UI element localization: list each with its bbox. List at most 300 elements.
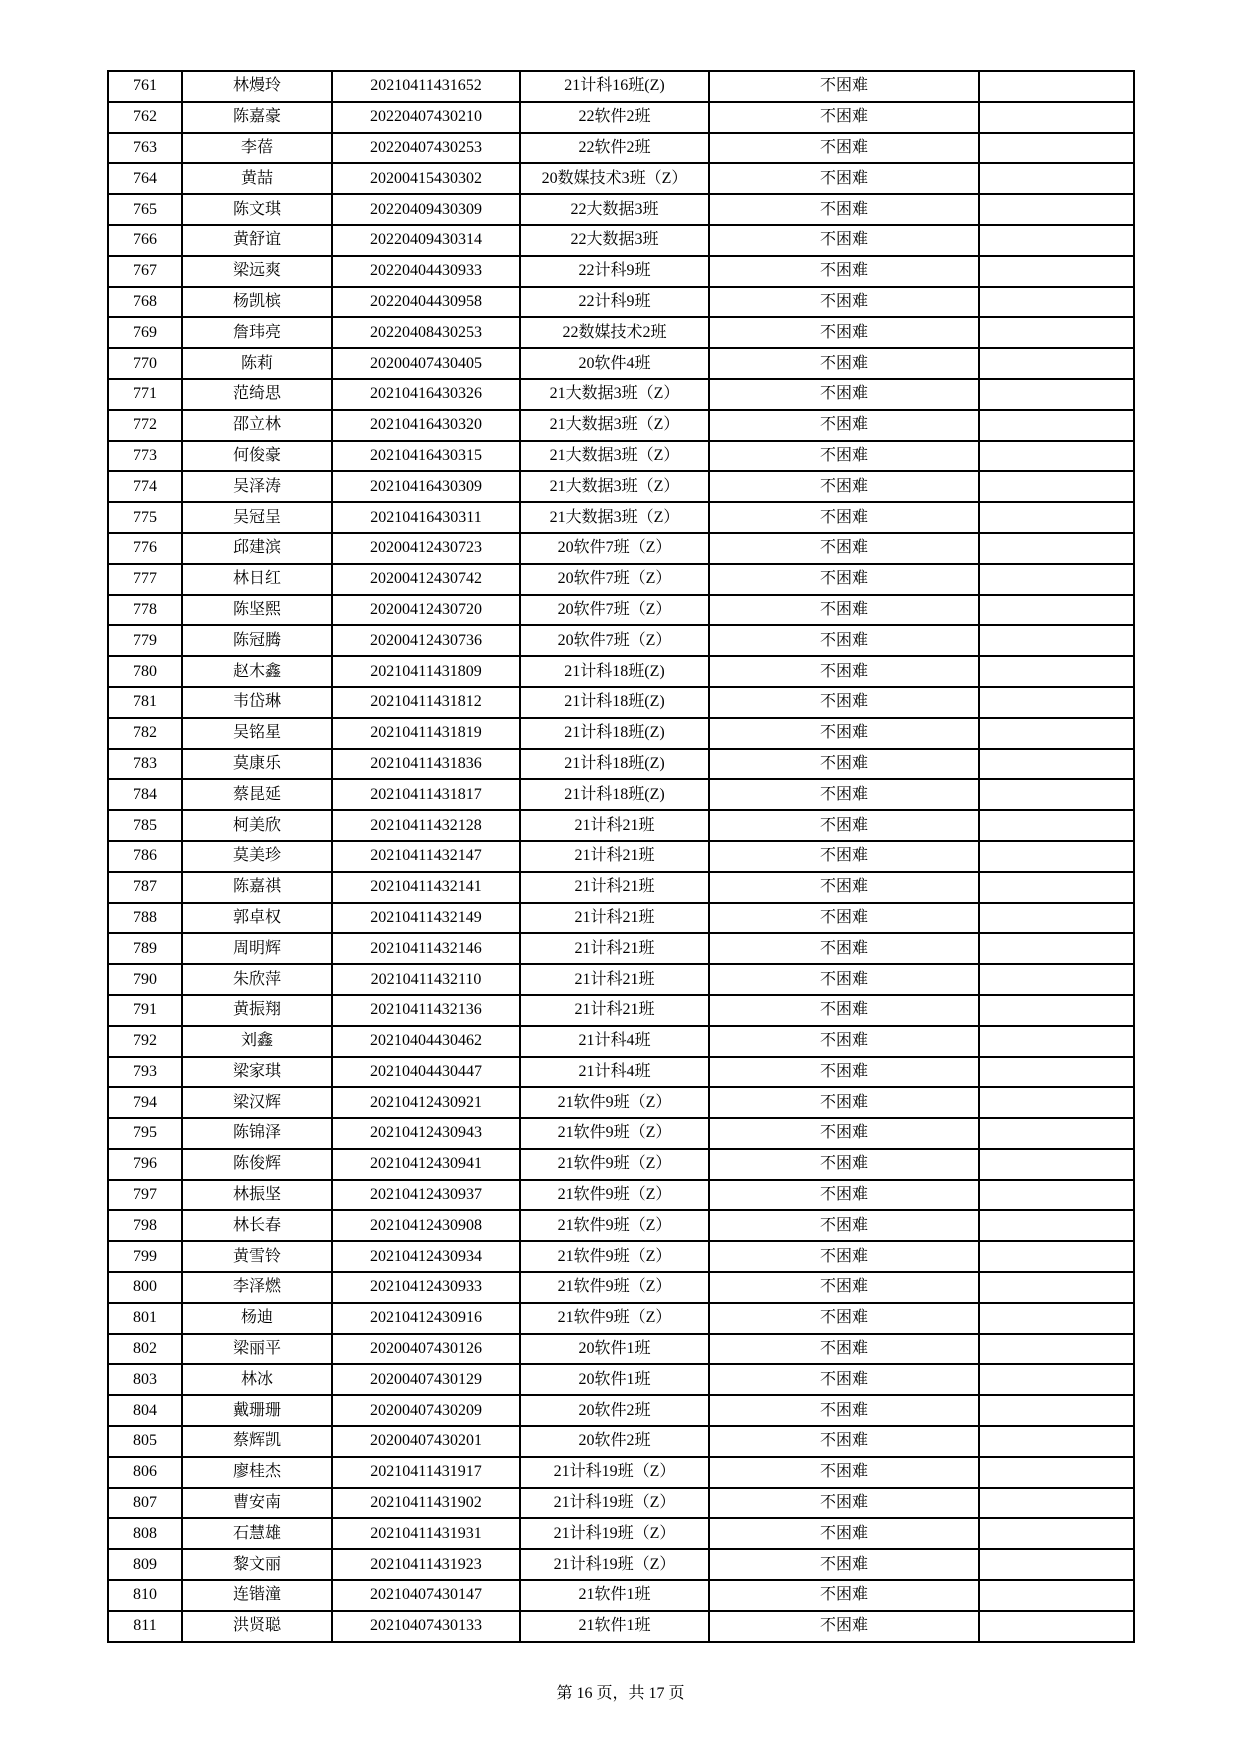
student-name-cell: 何俊豪 <box>182 441 332 472</box>
empty-cell <box>979 1611 1134 1642</box>
class-name-cell: 21软件1班 <box>520 1580 709 1611</box>
row-number-cell: 782 <box>108 718 182 749</box>
empty-cell <box>979 1272 1134 1303</box>
empty-cell <box>979 379 1134 410</box>
student-name-cell: 郭卓权 <box>182 903 332 934</box>
status-cell: 不困难 <box>709 225 979 256</box>
empty-cell <box>979 779 1134 810</box>
table-row <box>108 1580 1134 1611</box>
table-row <box>108 564 1134 595</box>
row-number-cell: 764 <box>108 163 182 194</box>
student-name-cell: 周明辉 <box>182 933 332 964</box>
row-number-cell: 792 <box>108 1026 182 1057</box>
student-id-cell: 20210412430937 <box>332 1180 520 1211</box>
class-name-cell: 21大数据3班（Z） <box>520 441 709 472</box>
status-cell: 不困难 <box>709 1580 979 1611</box>
row-number-cell: 798 <box>108 1210 182 1241</box>
student-name-cell: 林日红 <box>182 564 332 595</box>
class-name-cell: 21计科16班(Z) <box>520 71 709 102</box>
student-id-cell: 20210411431931 <box>332 1518 520 1549</box>
empty-cell <box>979 256 1134 287</box>
student-id-cell: 20210407430133 <box>332 1611 520 1642</box>
status-cell: 不困难 <box>709 441 979 472</box>
row-number-cell: 807 <box>108 1488 182 1519</box>
table-row <box>108 1611 1134 1642</box>
row-number-cell: 777 <box>108 564 182 595</box>
status-cell: 不困难 <box>709 410 979 441</box>
row-number-cell: 796 <box>108 1149 182 1180</box>
student-id-cell: 20210411432149 <box>332 903 520 934</box>
status-cell: 不困难 <box>709 1334 979 1365</box>
student-id-cell: 20210404430447 <box>332 1057 520 1088</box>
table-row <box>108 1426 1134 1457</box>
class-name-cell: 20软件4班 <box>520 348 709 379</box>
class-name-cell: 21软件9班（Z） <box>520 1118 709 1149</box>
student-name-cell: 黄舒谊 <box>182 225 332 256</box>
student-id-cell: 20200412430723 <box>332 533 520 564</box>
row-number-cell: 781 <box>108 687 182 718</box>
class-name-cell: 21计科21班 <box>520 964 709 995</box>
empty-cell <box>979 995 1134 1026</box>
table-row <box>108 1057 1134 1088</box>
class-name-cell: 21大数据3班（Z） <box>520 471 709 502</box>
row-number-cell: 778 <box>108 595 182 626</box>
table-row <box>108 1303 1134 1334</box>
student-name-cell: 莫美珍 <box>182 841 332 872</box>
status-cell: 不困难 <box>709 379 979 410</box>
row-number-cell: 803 <box>108 1364 182 1395</box>
status-cell: 不困难 <box>709 348 979 379</box>
status-cell: 不困难 <box>709 287 979 318</box>
row-number-cell: 805 <box>108 1426 182 1457</box>
table-row <box>108 779 1134 810</box>
empty-cell <box>979 225 1134 256</box>
student-name-cell: 黄雪铃 <box>182 1241 332 1272</box>
student-id-cell: 20200407430126 <box>332 1334 520 1365</box>
table-row <box>108 872 1134 903</box>
table-row <box>108 903 1134 934</box>
status-cell: 不困难 <box>709 1149 979 1180</box>
table-row <box>108 1334 1134 1365</box>
status-cell: 不困难 <box>709 625 979 656</box>
empty-cell <box>979 1518 1134 1549</box>
student-name-cell: 陈莉 <box>182 348 332 379</box>
student-name-cell: 石慧雄 <box>182 1518 332 1549</box>
student-id-cell: 20210416430315 <box>332 441 520 472</box>
student-id-cell: 20210411431902 <box>332 1488 520 1519</box>
empty-cell <box>979 1426 1134 1457</box>
status-cell: 不困难 <box>709 133 979 164</box>
class-name-cell: 21计科4班 <box>520 1057 709 1088</box>
empty-cell <box>979 1241 1134 1272</box>
row-number-cell: 770 <box>108 348 182 379</box>
student-name-cell: 李蓓 <box>182 133 332 164</box>
student-id-cell: 20210416430320 <box>332 410 520 441</box>
student-id-cell: 20210411432141 <box>332 872 520 903</box>
empty-cell <box>979 1457 1134 1488</box>
student-id-cell: 20200415430302 <box>332 163 520 194</box>
class-name-cell: 21计科18班(Z) <box>520 779 709 810</box>
class-name-cell: 22计科9班 <box>520 256 709 287</box>
class-name-cell: 21计科19班（Z） <box>520 1549 709 1580</box>
student-name-cell: 洪贤聪 <box>182 1611 332 1642</box>
student-name-cell: 梁家琪 <box>182 1057 332 1088</box>
student-id-cell: 20210412430933 <box>332 1272 520 1303</box>
student-name-cell: 邵立林 <box>182 410 332 441</box>
status-cell: 不困难 <box>709 317 979 348</box>
empty-cell <box>979 348 1134 379</box>
student-name-cell: 梁远爽 <box>182 256 332 287</box>
status-cell: 不困难 <box>709 718 979 749</box>
class-name-cell: 21软件9班（Z） <box>520 1272 709 1303</box>
student-id-cell: 20220404430958 <box>332 287 520 318</box>
student-name-cell: 蔡昆延 <box>182 779 332 810</box>
class-name-cell: 21软件9班（Z） <box>520 1180 709 1211</box>
table-row <box>108 625 1134 656</box>
student-id-cell: 20210411431819 <box>332 718 520 749</box>
empty-cell <box>979 1395 1134 1426</box>
class-name-cell: 21软件9班（Z） <box>520 1087 709 1118</box>
table-row <box>108 1395 1134 1426</box>
class-name-cell: 21计科19班（Z） <box>520 1457 709 1488</box>
empty-cell <box>979 287 1134 318</box>
student-id-cell: 20220409430309 <box>332 194 520 225</box>
student-id-cell: 20220408430253 <box>332 317 520 348</box>
student-id-cell: 20200412430736 <box>332 625 520 656</box>
class-name-cell: 21软件1班 <box>520 1611 709 1642</box>
student-id-cell: 20210416430311 <box>332 502 520 533</box>
student-name-cell: 黄振翔 <box>182 995 332 1026</box>
class-name-cell: 22计科9班 <box>520 287 709 318</box>
status-cell: 不困难 <box>709 1488 979 1519</box>
row-number-cell: 810 <box>108 1580 182 1611</box>
class-name-cell: 22软件2班 <box>520 133 709 164</box>
status-cell: 不困难 <box>709 471 979 502</box>
empty-cell <box>979 1180 1134 1211</box>
table-row <box>108 687 1134 718</box>
table-row <box>108 1180 1134 1211</box>
table-row <box>108 933 1134 964</box>
status-cell: 不困难 <box>709 71 979 102</box>
table-row <box>108 964 1134 995</box>
empty-cell <box>979 441 1134 472</box>
table-row <box>108 102 1134 133</box>
status-cell: 不困难 <box>709 687 979 718</box>
student-name-cell: 韦岱琳 <box>182 687 332 718</box>
row-number-cell: 775 <box>108 502 182 533</box>
student-name-cell: 陈嘉祺 <box>182 872 332 903</box>
student-name-cell: 杨迪 <box>182 1303 332 1334</box>
empty-cell <box>979 1549 1134 1580</box>
class-name-cell: 21计科21班 <box>520 933 709 964</box>
table-row <box>108 533 1134 564</box>
class-name-cell: 22大数据3班 <box>520 225 709 256</box>
class-name-cell: 20软件7班（Z） <box>520 595 709 626</box>
student-name-cell: 曹安南 <box>182 1488 332 1519</box>
row-number-cell: 788 <box>108 903 182 934</box>
row-number-cell: 784 <box>108 779 182 810</box>
row-number-cell: 804 <box>108 1395 182 1426</box>
student-name-cell: 莫康乐 <box>182 749 332 780</box>
status-cell: 不困难 <box>709 1087 979 1118</box>
class-name-cell: 21计科19班（Z） <box>520 1488 709 1519</box>
row-number-cell: 790 <box>108 964 182 995</box>
table-row <box>108 471 1134 502</box>
row-number-cell: 797 <box>108 1180 182 1211</box>
empty-cell <box>979 625 1134 656</box>
student-id-cell: 20210412430941 <box>332 1149 520 1180</box>
student-id-cell: 20210407430147 <box>332 1580 520 1611</box>
class-name-cell: 21大数据3班（Z） <box>520 502 709 533</box>
status-cell: 不困难 <box>709 1364 979 1395</box>
table-row <box>108 441 1134 472</box>
status-cell: 不困难 <box>709 749 979 780</box>
empty-cell <box>979 533 1134 564</box>
student-id-cell: 20200407430129 <box>332 1364 520 1395</box>
empty-cell <box>979 1057 1134 1088</box>
status-cell: 不困难 <box>709 903 979 934</box>
class-name-cell: 20数媒技术3班（Z） <box>520 163 709 194</box>
class-name-cell: 21计科21班 <box>520 810 709 841</box>
empty-cell <box>979 656 1134 687</box>
status-cell: 不困难 <box>709 841 979 872</box>
status-cell: 不困难 <box>709 533 979 564</box>
class-name-cell: 21大数据3班（Z） <box>520 379 709 410</box>
status-cell: 不困难 <box>709 1057 979 1088</box>
class-name-cell: 21软件9班（Z） <box>520 1149 709 1180</box>
status-cell: 不困难 <box>709 102 979 133</box>
student-name-cell: 刘鑫 <box>182 1026 332 1057</box>
table-row <box>108 1488 1134 1519</box>
row-number-cell: 767 <box>108 256 182 287</box>
status-cell: 不困难 <box>709 1118 979 1149</box>
table-row <box>108 1087 1134 1118</box>
page-footer: 第 16 页，共 17 页 <box>556 1685 685 1702</box>
student-id-cell: 20210411432110 <box>332 964 520 995</box>
status-cell: 不困难 <box>709 656 979 687</box>
row-number-cell: 774 <box>108 471 182 502</box>
row-number-cell: 795 <box>108 1118 182 1149</box>
empty-cell <box>979 102 1134 133</box>
student-name-cell: 吴冠呈 <box>182 502 332 533</box>
table-row <box>108 71 1134 102</box>
table-row <box>108 1149 1134 1180</box>
table-row <box>108 1118 1134 1149</box>
row-number-cell: 783 <box>108 749 182 780</box>
row-number-cell: 793 <box>108 1057 182 1088</box>
table-row <box>108 749 1134 780</box>
student-name-cell: 朱欣萍 <box>182 964 332 995</box>
table-body <box>108 71 1134 1642</box>
table-row <box>108 163 1134 194</box>
table-row <box>108 1210 1134 1241</box>
class-name-cell: 20软件7班（Z） <box>520 533 709 564</box>
empty-cell <box>979 410 1134 441</box>
status-cell: 不困难 <box>709 1303 979 1334</box>
empty-cell <box>979 1364 1134 1395</box>
table-row <box>108 317 1134 348</box>
status-cell: 不困难 <box>709 1611 979 1642</box>
student-name-cell: 林冰 <box>182 1364 332 1395</box>
row-number-cell: 773 <box>108 441 182 472</box>
class-name-cell: 21计科21班 <box>520 841 709 872</box>
class-name-cell: 20软件2班 <box>520 1426 709 1457</box>
class-name-cell: 21计科18班(Z) <box>520 749 709 780</box>
empty-cell <box>979 1580 1134 1611</box>
row-number-cell: 799 <box>108 1241 182 1272</box>
row-number-cell: 801 <box>108 1303 182 1334</box>
class-name-cell: 22数媒技术2班 <box>520 317 709 348</box>
student-id-cell: 20210411431923 <box>332 1549 520 1580</box>
student-id-cell: 20200407430405 <box>332 348 520 379</box>
table-row <box>108 133 1134 164</box>
class-name-cell: 21计科21班 <box>520 903 709 934</box>
student-id-cell: 20210411431809 <box>332 656 520 687</box>
row-number-cell: 786 <box>108 841 182 872</box>
student-name-cell: 杨凯槟 <box>182 287 332 318</box>
row-number-cell: 809 <box>108 1549 182 1580</box>
student-id-cell: 20210411432136 <box>332 995 520 1026</box>
student-name-cell: 连锴潼 <box>182 1580 332 1611</box>
student-id-cell: 20210411431652 <box>332 71 520 102</box>
student-name-cell: 林振坚 <box>182 1180 332 1211</box>
empty-cell <box>979 749 1134 780</box>
student-name-cell: 陈俊辉 <box>182 1149 332 1180</box>
table-row <box>108 348 1134 379</box>
row-number-cell: 806 <box>108 1457 182 1488</box>
status-cell: 不困难 <box>709 502 979 533</box>
table-row <box>108 1364 1134 1395</box>
table-row <box>108 410 1134 441</box>
status-cell: 不困难 <box>709 1241 979 1272</box>
status-cell: 不困难 <box>709 256 979 287</box>
empty-cell <box>979 194 1134 225</box>
student-name-cell: 梁丽平 <box>182 1334 332 1365</box>
student-name-cell: 李泽燃 <box>182 1272 332 1303</box>
student-name-cell: 梁汉辉 <box>182 1087 332 1118</box>
table-row <box>108 995 1134 1026</box>
table-row <box>108 1272 1134 1303</box>
student-name-cell: 戴珊珊 <box>182 1395 332 1426</box>
row-number-cell: 808 <box>108 1518 182 1549</box>
student-id-cell: 20220407430210 <box>332 102 520 133</box>
status-cell: 不困难 <box>709 1180 979 1211</box>
class-name-cell: 21计科19班（Z） <box>520 1518 709 1549</box>
status-cell: 不困难 <box>709 564 979 595</box>
empty-cell <box>979 1210 1134 1241</box>
student-id-cell: 20220409430314 <box>332 225 520 256</box>
status-cell: 不困难 <box>709 1026 979 1057</box>
table-row <box>108 1026 1134 1057</box>
class-name-cell: 21软件9班（Z） <box>520 1303 709 1334</box>
status-cell: 不困难 <box>709 1426 979 1457</box>
row-number-cell: 779 <box>108 625 182 656</box>
student-id-cell: 20210412430908 <box>332 1210 520 1241</box>
empty-cell <box>979 964 1134 995</box>
student-id-cell: 20210412430916 <box>332 1303 520 1334</box>
row-number-cell: 780 <box>108 656 182 687</box>
student-id-cell: 20210411432128 <box>332 810 520 841</box>
student-name-cell: 陈坚熙 <box>182 595 332 626</box>
class-name-cell: 21计科18班(Z) <box>520 718 709 749</box>
student-name-cell: 黎文丽 <box>182 1549 332 1580</box>
class-name-cell: 20软件7班（Z） <box>520 625 709 656</box>
student-name-cell: 邱建滨 <box>182 533 332 564</box>
empty-cell <box>979 903 1134 934</box>
row-number-cell: 766 <box>108 225 182 256</box>
table-row <box>108 225 1134 256</box>
student-id-cell: 20200407430209 <box>332 1395 520 1426</box>
class-name-cell: 21计科21班 <box>520 872 709 903</box>
student-name-cell: 陈文琪 <box>182 194 332 225</box>
student-status-table <box>107 70 1135 1643</box>
class-name-cell: 20软件2班 <box>520 1395 709 1426</box>
table-row <box>108 256 1134 287</box>
empty-cell <box>979 595 1134 626</box>
empty-cell <box>979 1303 1134 1334</box>
class-name-cell: 22大数据3班 <box>520 194 709 225</box>
student-id-cell: 20220404430933 <box>332 256 520 287</box>
student-name-cell: 詹玮亮 <box>182 317 332 348</box>
student-name-cell: 陈冠腾 <box>182 625 332 656</box>
student-id-cell: 20200407430201 <box>332 1426 520 1457</box>
table-row <box>108 379 1134 410</box>
class-name-cell: 20软件1班 <box>520 1364 709 1395</box>
row-number-cell: 776 <box>108 533 182 564</box>
student-name-cell: 蔡辉凯 <box>182 1426 332 1457</box>
status-cell: 不困难 <box>709 1272 979 1303</box>
table-row <box>108 194 1134 225</box>
class-name-cell: 21计科4班 <box>520 1026 709 1057</box>
student-name-cell: 柯美欣 <box>182 810 332 841</box>
empty-cell <box>979 163 1134 194</box>
row-number-cell: 802 <box>108 1334 182 1365</box>
student-id-cell: 20210416430309 <box>332 471 520 502</box>
table-row <box>108 502 1134 533</box>
row-number-cell: 763 <box>108 133 182 164</box>
table-row <box>108 1241 1134 1272</box>
empty-cell <box>979 133 1134 164</box>
student-name-cell: 廖桂杰 <box>182 1457 332 1488</box>
empty-cell <box>979 1488 1134 1519</box>
student-name-cell: 赵木鑫 <box>182 656 332 687</box>
table-row <box>108 656 1134 687</box>
empty-cell <box>979 841 1134 872</box>
status-cell: 不困难 <box>709 1395 979 1426</box>
status-cell: 不困难 <box>709 1210 979 1241</box>
status-cell: 不困难 <box>709 194 979 225</box>
student-id-cell: 20210411431812 <box>332 687 520 718</box>
empty-cell <box>979 1334 1134 1365</box>
class-name-cell: 21计科21班 <box>520 995 709 1026</box>
student-id-cell: 20210411432146 <box>332 933 520 964</box>
status-cell: 不困难 <box>709 163 979 194</box>
status-cell: 不困难 <box>709 1457 979 1488</box>
student-name-cell: 黄喆 <box>182 163 332 194</box>
student-name-cell: 陈嘉豪 <box>182 102 332 133</box>
student-name-cell: 吴泽涛 <box>182 471 332 502</box>
status-cell: 不困难 <box>709 1518 979 1549</box>
empty-cell <box>979 872 1134 903</box>
class-name-cell: 21软件9班（Z） <box>520 1210 709 1241</box>
table-row <box>108 718 1134 749</box>
row-number-cell: 789 <box>108 933 182 964</box>
student-id-cell: 20210404430462 <box>332 1026 520 1057</box>
row-number-cell: 785 <box>108 810 182 841</box>
student-id-cell: 20210416430326 <box>332 379 520 410</box>
row-number-cell: 765 <box>108 194 182 225</box>
student-id-cell: 20210412430943 <box>332 1118 520 1149</box>
